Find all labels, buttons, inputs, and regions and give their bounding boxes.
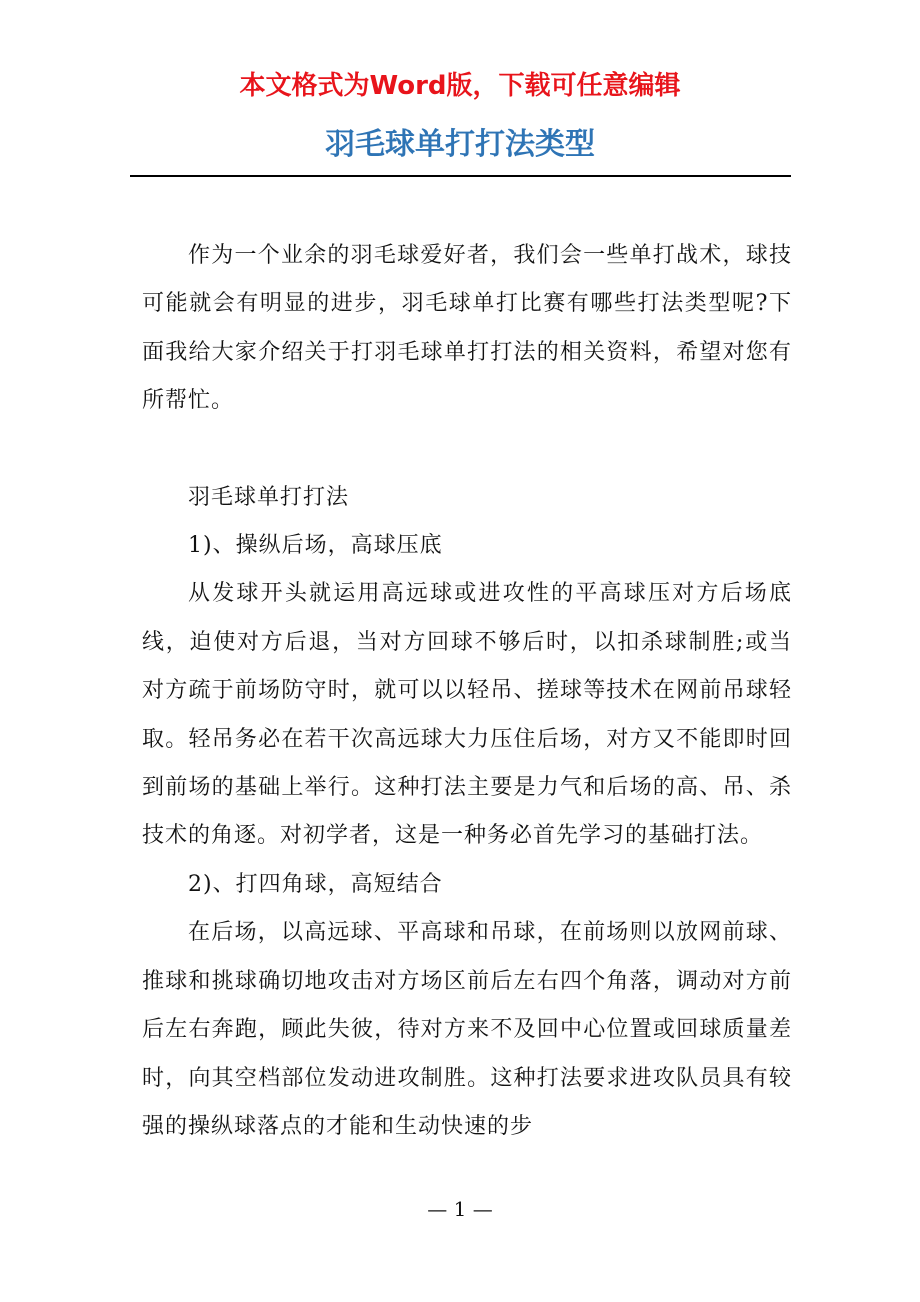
item-heading-1: 1)、操纵后场，高球压底 bbox=[188, 533, 443, 559]
intro-paragraph: 作为一个业余的羽毛球爱好者，我们会一些单打战术，球技可能就会有明显的进步，羽毛球单打比赛有哪些打法类型呢?下面我给大家介绍关于打羽毛球单打打法的相关资料，希望对您有所帮忙。 bbox=[142, 243, 792, 414]
item-paragraph-1: 从发球开头就运用高远球或进攻性的平高球压对方后场底线，迫使对方后退，当对方回球不够后时，以扣杀球制胜;或当对方疏于前场防守时，就可以以轻吊、搓球等技术在网前吊球轻取。轻吊务必在若干次高远球大力压住后场，对方又不能即时回到前场的基础上举行。这种打法主要是力气和后场的高、吊、杀技术的角逐。对初学者，这是一种务必首先学习的基础打法。 bbox=[142, 581, 792, 849]
item-paragraph-2: 在后场，以高远球、平高球和吊球，在前场则以放网前球、推球和挑球确切地攻击对方场区前后左右四个角落，调动对方前后左右奔跑，顾此失彼，待对方来不及回中心位置或回球质量差时，向其空档部位发动进攻制胜。这种打法要求进攻队员具有较强的操纵球落点的才能和生动快速的步 bbox=[142, 920, 792, 1139]
item-heading-2: 2)、打四角球，高短结合 bbox=[188, 871, 443, 897]
title-divider bbox=[130, 175, 791, 177]
format-notice-banner: 本文格式为Word版，下载可任意编辑 bbox=[239, 71, 681, 101]
document-title: 羽毛球单打打法类型 bbox=[325, 127, 595, 162]
page-number: — 1 — bbox=[427, 1197, 493, 1221]
section-heading: 羽毛球单打打法 bbox=[188, 484, 350, 510]
document-body bbox=[142, 232, 792, 1151]
paragraph-spacer bbox=[142, 426, 792, 474]
